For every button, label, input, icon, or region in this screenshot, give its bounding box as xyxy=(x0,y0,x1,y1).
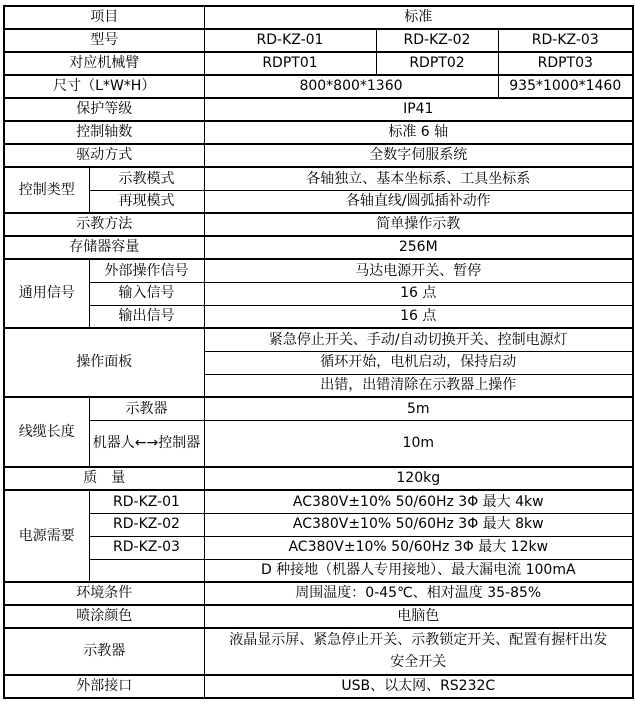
row-control-type-teach xyxy=(4,167,633,190)
interface-value: USB、以太网、RS232C xyxy=(204,675,633,698)
model-label: 型号 xyxy=(4,29,204,52)
axes-label: 控制轴数 xyxy=(4,121,204,144)
row-pendant-detail xyxy=(4,628,633,675)
row-power-4 xyxy=(4,559,633,582)
cable-group-label: 线缆长度 xyxy=(4,397,89,467)
model-value-3: RD-KZ-03 xyxy=(498,29,633,52)
row-signals-output xyxy=(4,305,633,328)
signals-external-label: 外部操作信号 xyxy=(89,259,204,282)
replay-mode-label: 再现模式 xyxy=(89,190,204,213)
power-1-value: AC380V±10% 50/60Hz 3Φ 最大 4kw xyxy=(204,490,633,513)
power-1-label: RD-KZ-01 xyxy=(89,490,204,513)
axes-value: 标准 6 轴 xyxy=(204,121,633,144)
model-value-2: RD-KZ-02 xyxy=(376,29,498,52)
cable-pendant-value: 5m xyxy=(204,397,633,420)
header-standard-cell: 标准 xyxy=(204,6,633,29)
row-header xyxy=(4,6,633,29)
weight-label: 质 量 xyxy=(4,467,204,490)
panel-line-2: 循环开始，电机启动，保持启动 xyxy=(204,351,633,374)
header-item-cell: 项目 xyxy=(4,6,204,29)
drive-value: 全数字伺服系统 xyxy=(204,144,633,167)
arm-value-2: RDPT02 xyxy=(376,52,498,75)
signals-external-value: 马达电源开关、暂停 xyxy=(204,259,633,282)
control-type-label: 控制类型 xyxy=(4,167,89,213)
weight-value: 120kg xyxy=(204,467,633,490)
power-3-value: AC380V±10% 50/60Hz 3Φ 最大 12kw xyxy=(204,536,633,559)
row-size xyxy=(4,75,633,98)
cable-robot-value: 10m xyxy=(204,420,633,467)
size-value-3: 935*1000*1460 xyxy=(498,75,633,98)
power-2-label: RD-KZ-02 xyxy=(89,513,204,536)
panel-line-3: 出错，出错清除在示教器上操作 xyxy=(204,374,633,397)
panel-label: 操作面板 xyxy=(4,328,204,397)
row-panel-1 xyxy=(4,328,633,351)
teach-method-label: 示教方法 xyxy=(4,213,204,236)
pendant-detail-value xyxy=(204,628,633,675)
power-4-value: D 种接地（机器人专用接地）、最大漏电流 100mA xyxy=(204,559,633,582)
row-axes xyxy=(4,121,633,144)
size-label: 尺寸（L*W*H） xyxy=(4,75,204,98)
environment-label: 环境条件 xyxy=(4,582,204,605)
row-protection xyxy=(4,98,633,121)
power-3-label: RD-KZ-03 xyxy=(89,536,204,559)
row-power-1 xyxy=(4,490,633,513)
row-drive xyxy=(4,144,633,167)
protection-value: IP41 xyxy=(204,98,633,121)
row-control-type-replay xyxy=(4,190,633,213)
pendant-detail-line-1: 液晶显示屏、紧急停止开关、示教锁定开关、配置有握杆出发 xyxy=(229,631,608,648)
row-power-3 xyxy=(4,536,633,559)
arm-label: 对应机械臂 xyxy=(4,52,204,75)
cable-pendant-label: 示教器 xyxy=(89,397,204,420)
pendant-detail-label: 示教器 xyxy=(4,628,204,675)
signals-input-value: 16 点 xyxy=(204,282,633,305)
signals-input-label: 输入信号 xyxy=(89,282,204,305)
row-weight xyxy=(4,467,633,490)
row-teach-method xyxy=(4,213,633,236)
signals-output-value: 16 点 xyxy=(204,305,633,328)
teach-mode-value: 各轴独立、基本坐标系、工具坐标系 xyxy=(204,167,633,190)
arm-value-1: RDPT01 xyxy=(204,52,376,75)
teach-mode-label: 示教模式 xyxy=(89,167,204,190)
power-2-value: AC380V±10% 50/60Hz 3Φ 最大 8kw xyxy=(204,513,633,536)
panel-line-1: 紧急停止开关、手动/自动切换开关、控制电源灯 xyxy=(204,328,633,351)
paint-value: 电脑色 xyxy=(204,605,633,628)
spec-table xyxy=(3,5,634,699)
row-environment xyxy=(4,582,633,605)
power-4-label xyxy=(89,559,204,582)
protection-label: 保护等级 xyxy=(4,98,204,121)
row-power-2 xyxy=(4,513,633,536)
environment-value: 周围温度：0-45℃、相对温度 35-85% xyxy=(204,582,633,605)
row-memory xyxy=(4,236,633,259)
size-value-12: 800*800*1360 xyxy=(204,75,498,98)
row-interface xyxy=(4,675,633,698)
teach-method-value: 简单操作示教 xyxy=(204,213,633,236)
row-arm xyxy=(4,52,633,75)
cable-robot-label: 机器人←→控制器 xyxy=(89,420,204,467)
paint-label: 喷涂颜色 xyxy=(4,605,204,628)
signals-group-label: 通用信号 xyxy=(4,259,89,328)
arm-value-3: RDPT03 xyxy=(498,52,633,75)
row-signals-external xyxy=(4,259,633,282)
row-cable-pendant xyxy=(4,397,633,420)
memory-value: 256M xyxy=(204,236,633,259)
row-signals-input xyxy=(4,282,633,305)
model-value-1: RD-KZ-01 xyxy=(204,29,376,52)
memory-label: 存储器容量 xyxy=(4,236,204,259)
power-group-label: 电源需要 xyxy=(4,490,89,582)
drive-label: 驱动方式 xyxy=(4,144,204,167)
row-model xyxy=(4,29,633,52)
pendant-detail-line-2: 安全开关 xyxy=(390,653,447,670)
interface-label: 外部接口 xyxy=(4,675,204,698)
replay-mode-value: 各轴直线/圆弧插补动作 xyxy=(204,190,633,213)
row-paint xyxy=(4,605,633,628)
signals-output-label: 输出信号 xyxy=(89,305,204,328)
row-cable-robot xyxy=(4,420,633,467)
